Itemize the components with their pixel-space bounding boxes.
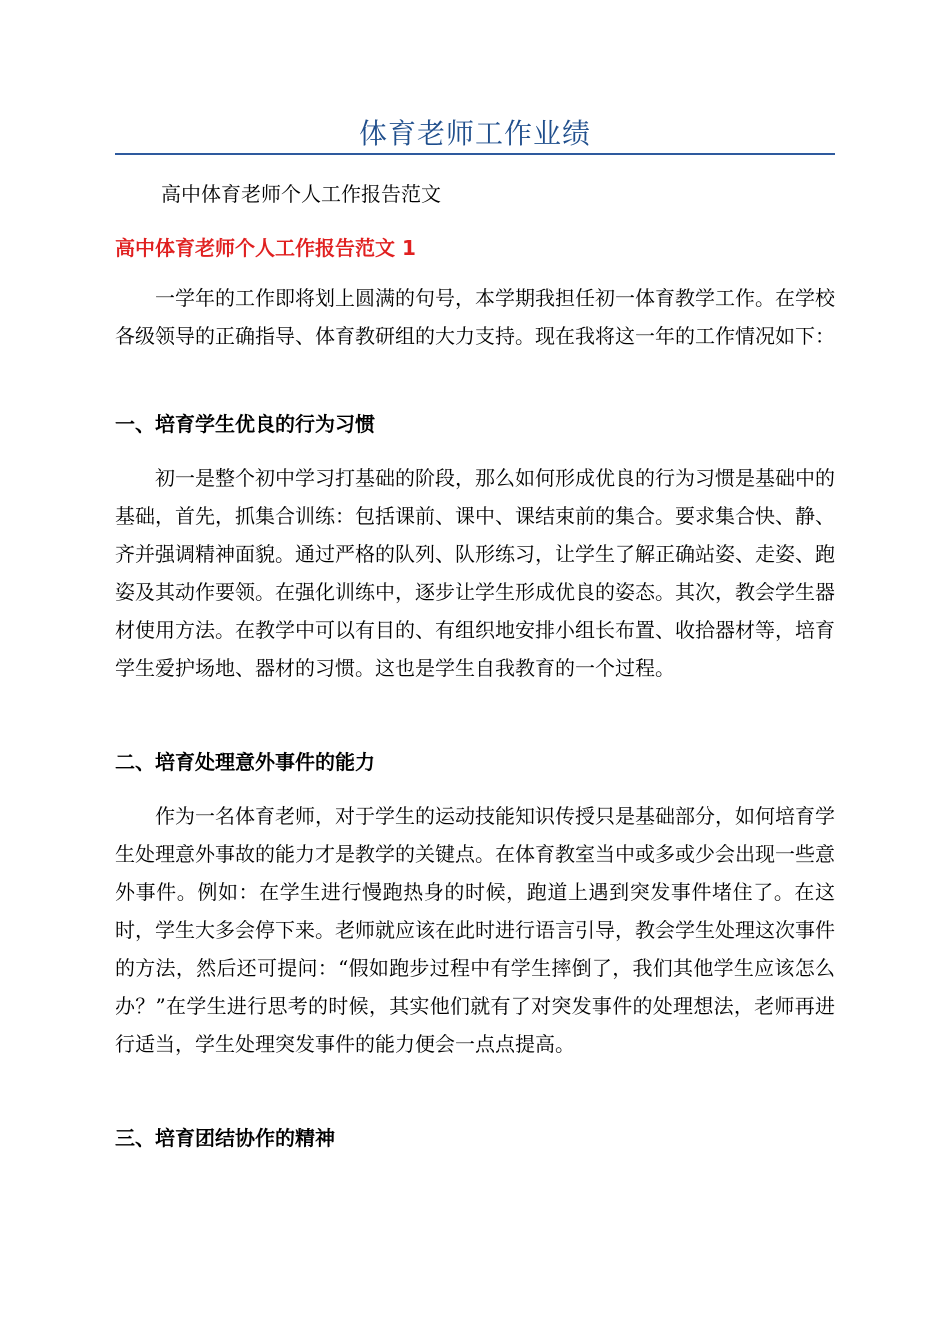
section-heading-3: 三、培育团结协作的精神: [115, 1126, 335, 1150]
document-subtitle: 高中体育老师个人工作报告范文: [161, 182, 441, 206]
essay-heading: 高中体育老师个人工作报告范文 1: [115, 236, 416, 260]
intro-paragraph: 一学年的工作即将划上圆满的句号，本学期我担任初一体育教学工作。在学校各级领导的正确指导、体育教研组的大力支持。现在我将这一年的工作情况如下：: [115, 286, 835, 348]
section-body-2: 作为一名体育老师，对于学生的运动技能知识传授只是基础部分，如何培育学生处理意外事故的能力才是教学的关键点。在体育教室当中或多或少会出现一些意外事件。例如：在学生进行慢跑热身的时候，跑道上遇到突发事件堵住了。在这时，学生大多会停下来。老师就应该在此时进行语言引导，教会学生处理这次事件的方法，然后还可提问：“假如跑步过程中有学生摔倒了，我们其他学生应该怎么办？”在学生进行思考的时候，其实他们就有了对突发事件的处理想法，老师再进行适当，学生处理突发事件的能力便会一点点提高。: [115, 804, 835, 1056]
document-title: 体育老师工作业绩: [358, 117, 591, 150]
section-heading-2: 二、培育处理意外事件的能力: [115, 750, 375, 774]
title-underline: [115, 153, 835, 155]
section-heading-1: 一、培育学生优良的行为习惯: [115, 412, 375, 436]
section-body-1: 初一是整个初中学习打基础的阶段，那么如何形成优良的行为习惯是基础中的基础，首先，抓集合训练：包括课前、课中、课结束前的集合。要求集合快、静、齐并强调精神面貌。通过严格的队列、队形练习，让学生了解正确站姿、走姿、跑姿及其动作要领。在强化训练中，逐步让学生形成优良的姿态。其次，教会学生器材使用方法。在教学中可以有目的、有组织地安排小组长布置、收拾器材等，培育学生爱护场地、器材的习惯。这也是学生自我教育的一个过程。: [115, 466, 835, 680]
